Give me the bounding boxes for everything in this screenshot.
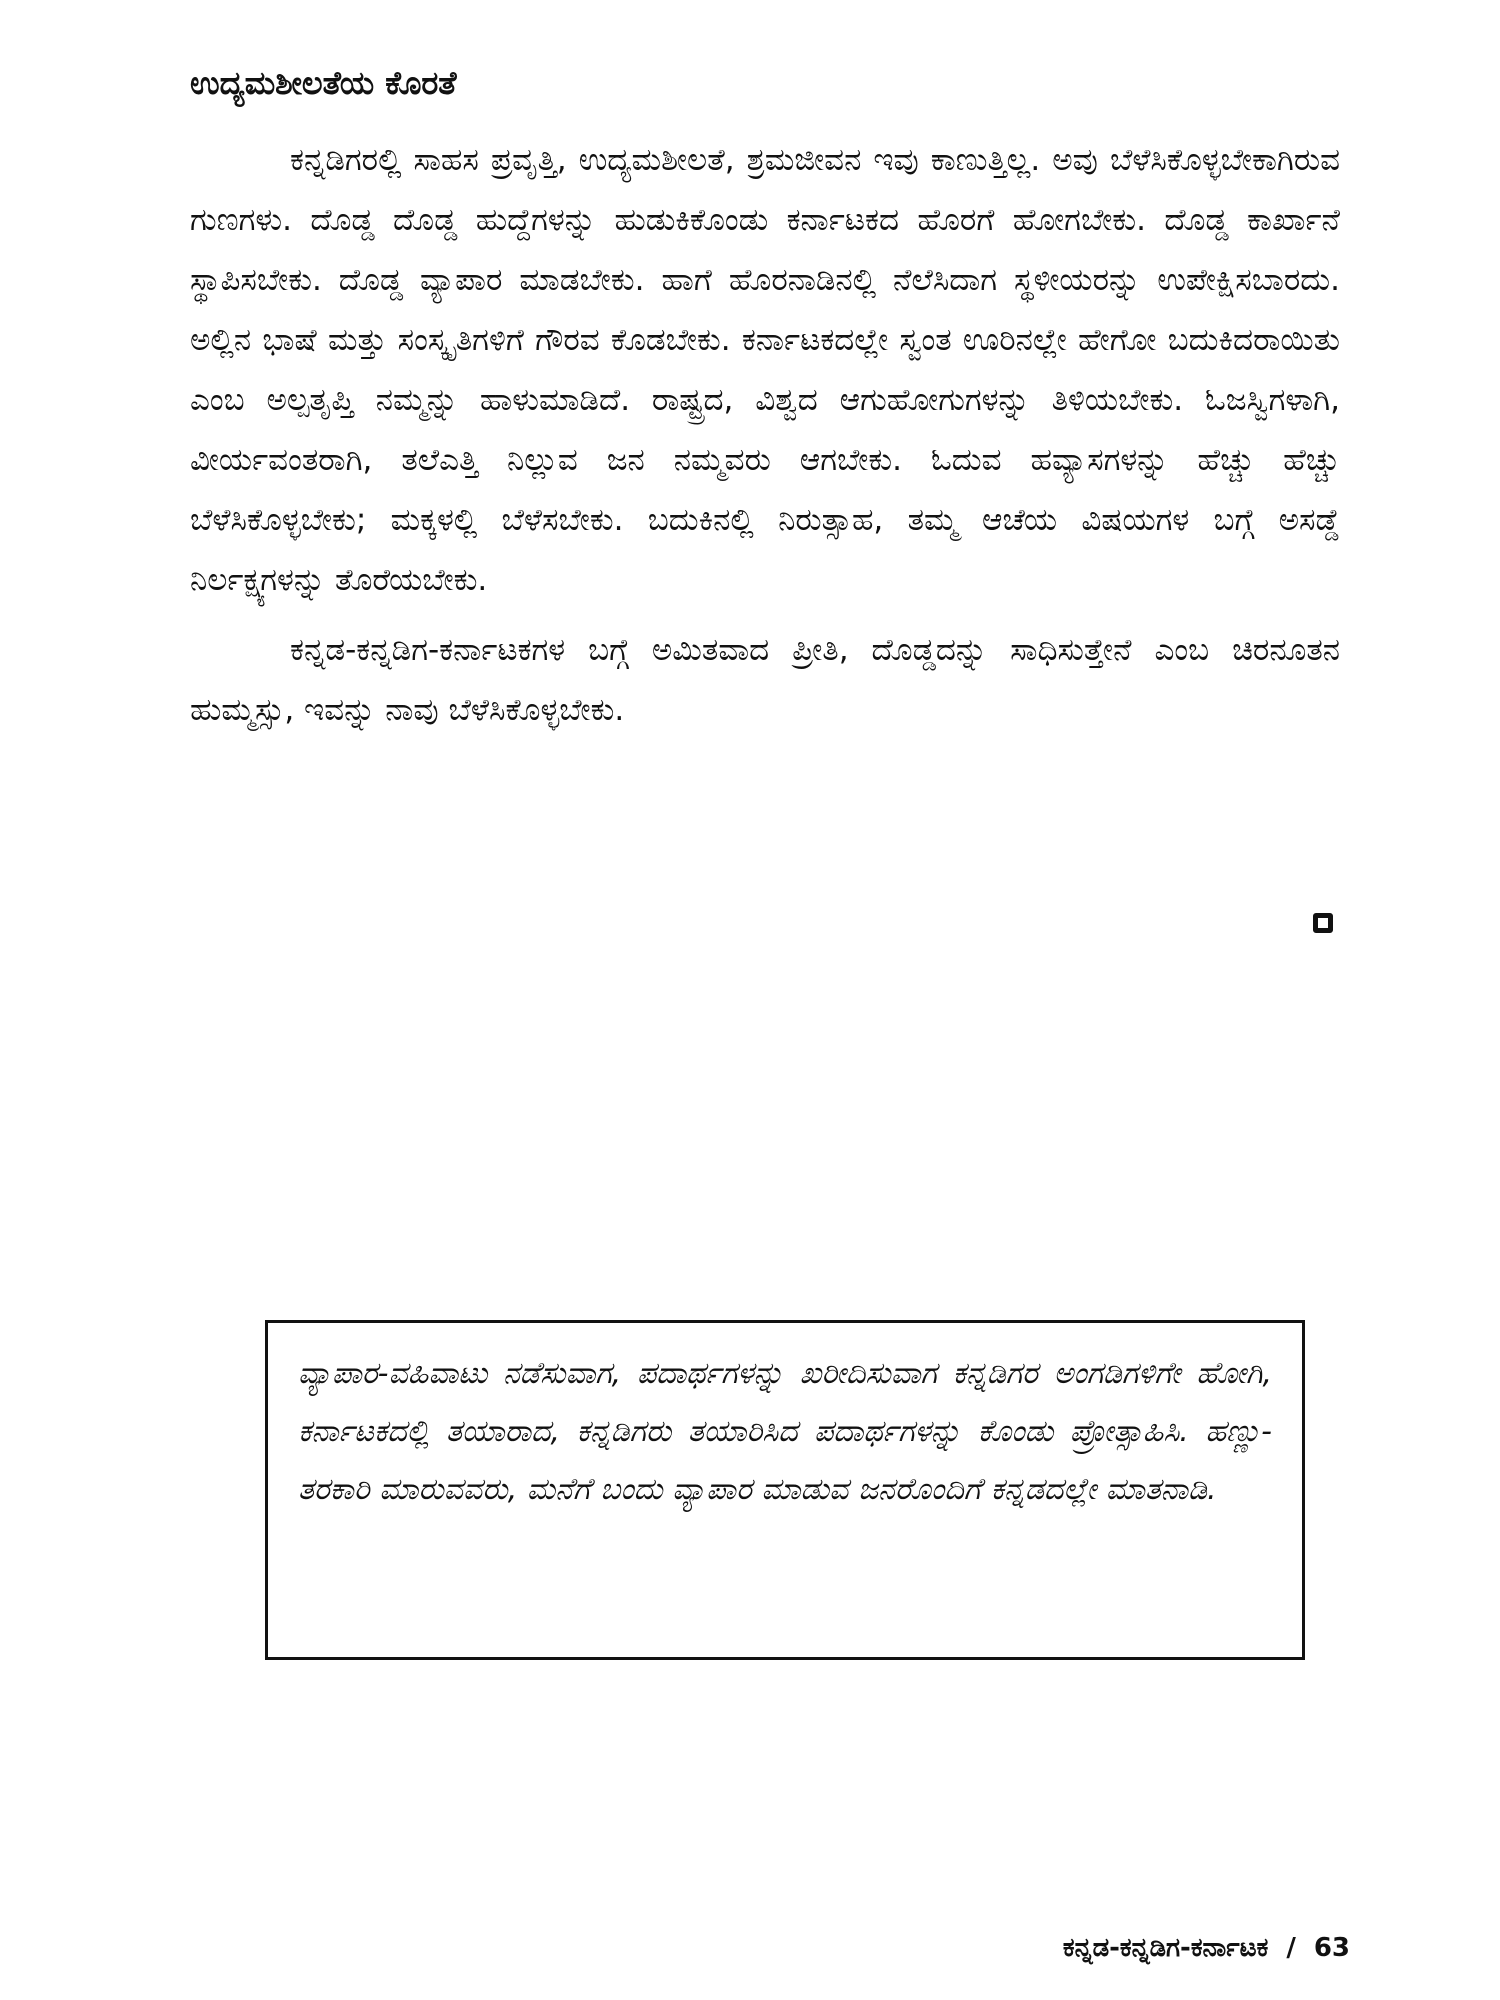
section-heading: ಉದ್ಯಮಶೀಲತೆಯ ಕೊರತೆ xyxy=(190,64,457,102)
paragraph: ಕನ್ನಡಿಗರಲ್ಲಿ ಸಾಹಸ ಪ್ರವೃತ್ತಿ, ಉದ್ಯಮಶೀಲತೆ, ಶ್ರಮಜೀವನ ಇವು ಕಾಣುತ್ತಿಲ್ಲ. ಅವು ಬೆಳೆಸಿಕೊಳ್ಳಬೇಕಾಗಿರುವ ಗುಣಗಳು. ದೊಡ್ಡ ದೊಡ್ಡ ಹುದ್ದೆಗಳನ್ನು ಹುಡುಕಿಕೊಂಡು ಕರ್ನಾಟಕದ ಹೊರಗೆ ಹೋಗಬೇಕು. ದೊಡ್ಡ ಕಾರ್ಖಾನೆ ಸ್ಥಾಪಿಸಬೇಕು. ದೊಡ್ಡ ವ್ಯಾಪಾರ ಮಾಡಬೇಕು. ಹಾಗೆ ಹೊರನಾಡಿನಲ್ಲಿ ನೆಲೆಸಿದಾಗ ಸ್ಥಳೀಯರನ್ನು ಉಪೇಕ್ಷಿಸಬಾರದು. ಅಲ್ಲಿನ ಭಾಷೆ ಮತ್ತು ಸಂಸ್ಕೃತಿಗಳಿಗೆ ಗೌರವ ಕೊಡಬೇಕು. ಕರ್ನಾಟಕದಲ್ಲೇ ಸ್ವಂತ ಊರಿನಲ್ಲೇ ಹೇಗೋ ಬದುಕಿದರಾಯಿತು ಎಂಬ ಅಲ್ಪತೃಪ್ತಿ ನಮ್ಮನ್ನು ಹಾಳುಮಾಡಿದೆ. ರಾಷ್ಟ್ರದ, ವಿಶ್ವದ ಆಗುಹೋಗುಗಳನ್ನು ತಿಳಿಯಬೇಕು. ಓಜಸ್ವಿಗಳಾಗಿ, ವೀರ್ಯವಂತರಾಗಿ, ತಲೆಎತ್ತಿ ನಿಲ್ಲುವ ಜನ ನಮ್ಮವರು ಆಗಬೇಕು. ಓದುವ ಹವ್ಯಾಸಗಳನ್ನು ಹೆಚ್ಚು ಹೆಚ್ಚು ಬೆಳೆಸಿಕೊಳ್ಳಬೇಕು; ಮಕ್ಕಳಲ್ಲಿ ಬೆಳೆಸಬೇಕು. ಬದುಕಿನಲ್ಲಿ ನಿರುತ್ಸಾಹ, ತಮ್ಮ ಆಚೆಯ ವಿಷಯಗಳ ಬಗ್ಗೆ ಅಸಡ್ಡೆ ನಿರ್ಲಕ್ಷ್ಯಗಳನ್ನು ತೊರೆಯಬೇಕು. xyxy=(190,142,1340,598)
hollow-square-icon xyxy=(1313,913,1333,933)
info-box-text: ವ್ಯಾಪಾರ-ವಹಿವಾಟು ನಡೆಸುವಾಗ, ಪದಾರ್ಥಗಳನ್ನು ಖರೀದಿಸುವಾಗ ಕನ್ನಡಿಗರ ಅಂಗಡಿಗಳಿಗೇ ಹೋಗಿ, ಕರ್ನಾಟಕದಲ್ಲಿ ತಯಾರಾದ, ಕನ್ನಡಿಗರು ತಯಾರಿಸಿದ ಪದಾರ್ಥಗಳನ್ನು ಕೊಂಡು ಪ್ರೋತ್ಸಾಹಿಸಿ. ಹಣ್ಣು-ತರಕಾರಿ ಮಾರುವವರು, ಮನೆಗೆ ಬಂದು ವ್ಯಾಪಾರ ಮಾಡುವ ಜನರೊಂದಿಗೆ ಕನ್ನಡದಲ್ಲೇ ಮಾತನಾಡಿ. xyxy=(298,1356,1272,1507)
paragraph: ಕನ್ನಡ-ಕನ್ನಡಿಗ-ಕರ್ನಾಟಕಗಳ ಬಗ್ಗೆ ಅಮಿತವಾದ ಪ್ರೀತಿ, ದೊಡ್ಡದನ್ನು ಸಾಧಿಸುತ್ತೇನೆ ಎಂಬ ಚಿರನೂತನ ಹುಮ್ಮಸ್ಸು, ಇವನ್ನು ನಾವು ಬೆಳೆಸಿಕೊಳ್ಳಬೇಕು. xyxy=(190,632,1340,728)
page-footer xyxy=(1063,1930,1350,1966)
section-body xyxy=(190,130,1340,750)
info-box xyxy=(265,1320,1305,1660)
page-number: 63 xyxy=(1313,1933,1350,1963)
footer-separator: / xyxy=(1286,1933,1296,1963)
footer-book-title: ಕನ್ನಡ-ಕನ್ನಡಿಗ-ಕರ್ನಾಟಕ xyxy=(1062,1933,1269,1963)
